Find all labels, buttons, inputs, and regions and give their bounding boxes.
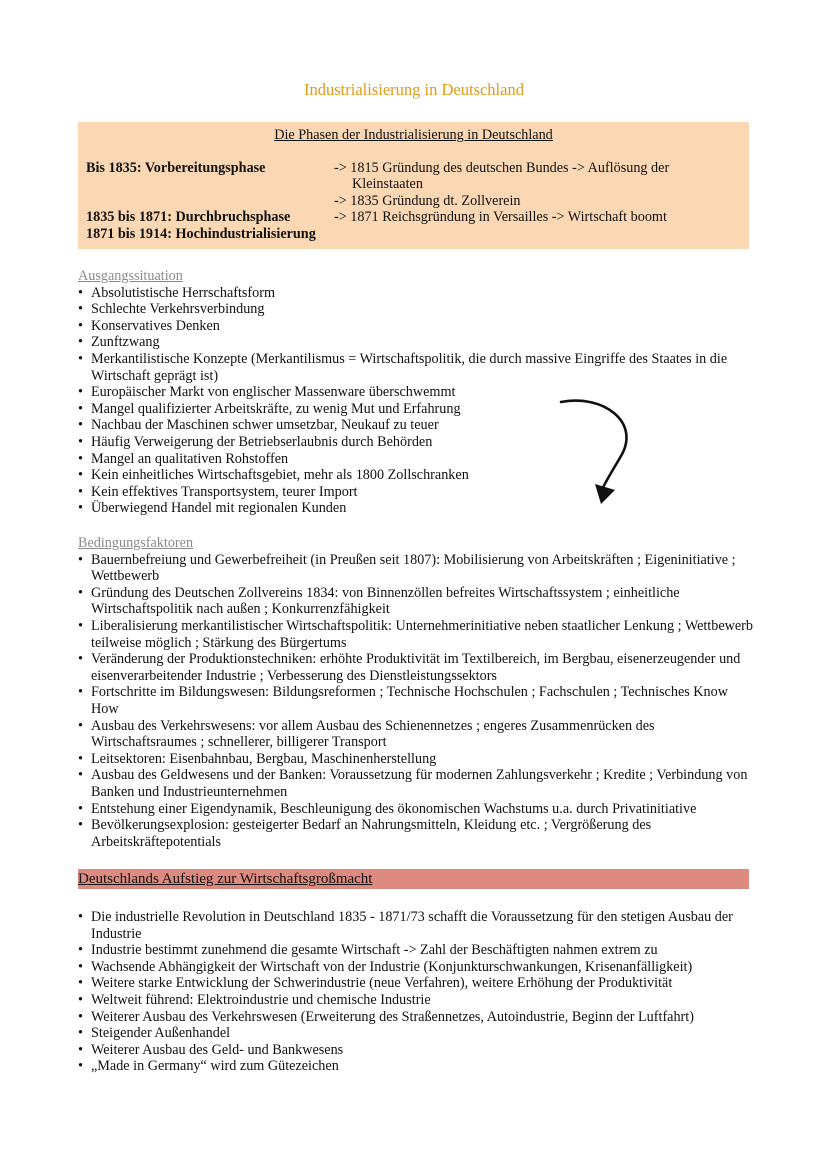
- list-item: • Ausbau des Verkehrswesens: vor allem Ausbau des Schienennetzes ; engeres Zusammenrücken des Wirtschaftsraumes ; schnellerer, billigerer Transport: [78, 718, 758, 751]
- list-item: • Absolutistische Herrschaftsform: [78, 285, 758, 302]
- section-bedingungsfaktoren: [78, 535, 758, 850]
- section-aufstieg: [78, 909, 758, 1075]
- list-item: • Liberalisierung merkantilistischer Wirtschaftspolitik: Unternehmerinitiative neben staatlicher Lenkung ; Wettbewerb teilweise möglich ; Stärkung des Bürgertums: [78, 618, 758, 651]
- phase-label: 1871 bis 1914: Hochindustrialisierung: [86, 225, 316, 242]
- phase-row: [86, 209, 741, 226]
- list-item: • Merkantilistische Konzepte (Merkantilismus = Wirtschaftspolitik, die durch massive Eingriffe des Staates in die Wirtschaft geprägt ist): [78, 351, 758, 384]
- list-item: • Schlechte Verkehrsverbindung: [78, 301, 758, 318]
- list-item: • Weiterer Ausbau des Verkehrswesen (Erweiterung des Straßennetzes, Autoindustrie, Beginn der Luftfahrt): [78, 1009, 758, 1026]
- bullet-list: [78, 909, 758, 1075]
- list-item: • Gründung des Deutschen Zollvereins 1834: von Binnenzöllen befreites Wirtschaftssystem ; einheitliche Wirtschaftspolitik nach außen ; Konkurrenzfähigkeit: [78, 585, 758, 618]
- section-ausgangssituation: [78, 268, 758, 517]
- phase-label: 1835 bis 1871: Durchbruchsphase: [86, 209, 291, 226]
- phase-event: -> 1815 Gründung des deutschen Bundes -> Auflösung der Kleinstaaten: [334, 159, 670, 193]
- phase-row: [86, 160, 741, 210]
- list-item: • Zunftzwang: [78, 334, 758, 351]
- list-item: • Wachsende Abhängigkeit der Wirtschaft von der Industrie (Konjunkturschwankungen, Krisenanfälligkeit): [78, 959, 758, 976]
- curved-arrow-down-left-icon: [555, 392, 635, 514]
- bullet-list: [78, 285, 758, 517]
- arrow-curve: [561, 401, 626, 492]
- phases-heading: Die Phasen der Industrialisierung in Deutschland: [274, 127, 553, 143]
- list-item: • Steigender Außenhandel: [78, 1025, 758, 1042]
- list-item: • Mangel an qualitativen Rohstoffen: [78, 451, 758, 468]
- phase-event: -> 1871 Reichsgründung in Versailles -> Wirtschaft boomt: [334, 209, 667, 226]
- list-item: • Nachbau der Maschinen schwer umsetzbar, Neukauf zu teuer: [78, 417, 758, 434]
- list-item: • Kein effektives Transportsystem, teurer Import: [78, 484, 758, 501]
- list-item: • Bauernbefreiung und Gewerbefreiheit (in Preußen seit 1807): Mobilisierung von Arbeitskräften ; Eigeninitiative ; Wettbewerb: [78, 552, 758, 585]
- page-title: Industrialisierung in Deutschland: [304, 80, 524, 99]
- list-item: • Kein einheitliches Wirtschaftsgebiet, mehr als 1800 Zollschranken: [78, 467, 758, 484]
- phase-events: [334, 209, 741, 226]
- section-banner: Deutschlands Aufstieg zur Wirtschaftsgroßmacht: [78, 869, 749, 889]
- list-item: • Überwiegend Handel mit regionalen Kunden: [78, 500, 758, 517]
- list-item: • Industrie bestimmt zunehmend die gesamte Wirtschaft -> Zahl der Beschäftigten nahmen extrem zu: [78, 942, 758, 959]
- list-item: • „Made in Germany“ wird zum Gütezeichen: [78, 1058, 758, 1075]
- list-item: • Die industrielle Revolution in Deutschland 1835 - 1871/73 schafft die Voraussetzung für den stetigen Ausbau der Industrie: [78, 909, 758, 942]
- phase-row: [86, 226, 741, 243]
- list-item: • Europäischer Markt von englischer Massenware überschwemmt: [78, 384, 758, 401]
- list-item: • Weiterer Ausbau des Geld- und Bankwesens: [78, 1042, 758, 1059]
- section-heading: Bedingungsfaktoren: [78, 535, 194, 551]
- list-item: • Konservatives Denken: [78, 318, 758, 335]
- arrow-head: [595, 484, 615, 504]
- phase-label: Bis 1835: Vorbereitungsphase: [86, 159, 266, 176]
- list-item: • Bevölkerungsexplosion: gesteigerter Bedarf an Nahrungsmitteln, Kleidung etc. ; Vergrößerung des Arbeitskräftepotentials: [78, 817, 758, 850]
- bullet-list: [78, 552, 758, 851]
- list-item: • Leitsektoren: Eisenbahnbau, Bergbau, Maschinenherstellung: [78, 751, 758, 768]
- phase-events: [334, 160, 741, 210]
- list-item: • Fortschritte im Bildungswesen: Bildungsreformen ; Technische Hochschulen ; Fachschulen ; Technisches Know How: [78, 684, 758, 717]
- list-item: • Entstehung einer Eigendynamik, Beschleunigung des ökonomischen Wachstums u.a. durch Privatinitiative: [78, 801, 758, 818]
- list-item: • Veränderung der Produktionstechniken: erhöhte Produktivität im Textilbereich, im Bergbau, eisenerzeugender und eisenverarbeitender Industrie ; Verbesserung des Dienstleistungssektors: [78, 651, 758, 684]
- list-item: • Weitere starke Entwicklung der Schwerindustrie (neue Verfahren), weitere Erhöhung der Produktivität: [78, 975, 758, 992]
- list-item: • Weltweit führend: Elektroindustrie und chemische Industrie: [78, 992, 758, 1009]
- list-item: • Mangel qualifizierter Arbeitskräfte, zu wenig Mut und Erfahrung: [78, 401, 758, 418]
- phases-box: [78, 122, 749, 249]
- list-item: • Ausbau des Geldwesens und der Banken: Voraussetzung für modernen Zahlungsverkehr ; Kredite ; Verbindung von Banken und Industrieunternehmen: [78, 767, 758, 800]
- list-item: • Häufig Verweigerung der Betriebserlaubnis durch Behörden: [78, 434, 758, 451]
- phase-event: -> 1835 Gründung dt. Zollverein: [334, 192, 521, 209]
- section-heading: Ausgangssituation: [78, 268, 183, 284]
